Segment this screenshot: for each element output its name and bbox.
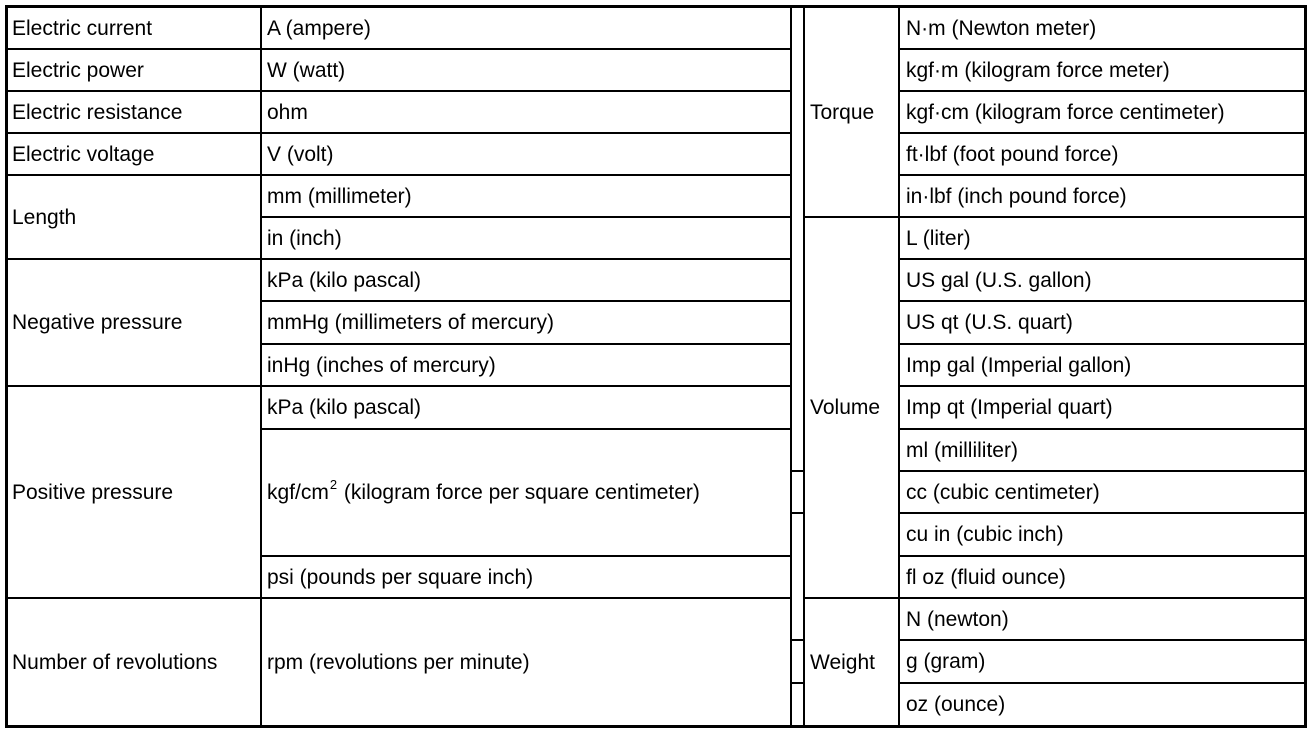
unit-psi: psi (pounds per square inch) [267, 565, 534, 589]
unit-liter: L (liter) [906, 226, 971, 250]
table-border-top [5, 5, 1307, 8]
unit-newton-meter: N·m (Newton meter) [906, 16, 1097, 40]
unit-cubic-inch: cu in (cubic inch) [906, 523, 1064, 546]
quantity-negative-pressure: Negative pressure [12, 311, 183, 334]
quantity-electric-resistance: Electric resistance [12, 100, 183, 124]
quantity-positive-pressure: Positive pressure [12, 480, 174, 504]
quantity-weight: Weight [810, 650, 875, 674]
col-divider [803, 5, 805, 728]
unit-imperial-gallon: Imp gal (Imperial gallon) [906, 353, 1132, 377]
superscript-2: 2 [329, 477, 338, 492]
col-divider [898, 5, 900, 728]
unit-millimeter: mm (millimeter) [267, 184, 412, 208]
unit-kilo-pascal-positive: kPa (kilo pascal) [267, 396, 422, 419]
unit-us-gallon: US gal (U.S. gallon) [906, 268, 1092, 292]
unit-us-quart: US qt (U.S. quart) [906, 311, 1073, 334]
quantity-number-of-revolutions: Number of revolutions [12, 650, 218, 674]
unit-ounce: oz (ounce) [906, 693, 1006, 716]
table-border-bottom [5, 725, 1307, 728]
unit-cubic-centimeter: cc (cubic centimeter) [906, 480, 1100, 504]
unit-rpm: rpm (revolutions per minute) [267, 650, 530, 674]
unit-ampere: A (ampere) [267, 16, 371, 40]
unit-kilo-pascal-negative: kPa (kilo pascal) [267, 268, 422, 292]
quantity-electric-current: Electric current [12, 16, 153, 40]
quantity-electric-power: Electric power [12, 58, 144, 82]
unit-kgf-meter: kgf·m (kilogram force meter) [906, 58, 1170, 82]
unit-mmhg: mmHg (millimeters of mercury) [267, 311, 555, 334]
unit-ohm: ohm [267, 100, 308, 124]
group-divider [803, 597, 1307, 599]
table-border-left [5, 5, 8, 728]
unit-foot-pound-force: ft·lbf (foot pound force) [906, 142, 1119, 166]
quantity-length: Length [12, 205, 77, 229]
unit-fluid-ounce: fl oz (fluid ounce) [906, 565, 1066, 589]
unit-newton: N (newton) [906, 607, 1009, 631]
quantity-electric-voltage: Electric voltage [12, 142, 155, 166]
unit-volt: V (volt) [267, 142, 334, 166]
unit-inch: in (inch) [267, 226, 342, 250]
table-border-right [1304, 5, 1307, 728]
spacer-divider [790, 639, 805, 641]
unit-kgf-per-cm2 [267, 430, 700, 555]
unit-imperial-quart: Imp qt (Imperial quart) [906, 396, 1113, 419]
spacer-divider [790, 682, 805, 684]
col-divider [790, 5, 792, 728]
unit-kgf-per-cm2-base: kgf/cm [267, 481, 329, 504]
unit-kgf-centimeter: kgf·cm (kilogram force centimeter) [906, 100, 1225, 124]
unit-gram: g (gram) [906, 650, 986, 673]
unit-milliliter: ml (milliliter) [906, 438, 1018, 462]
quantity-volume: Volume [810, 396, 881, 419]
spacer-divider [790, 512, 805, 514]
unit-watt: W (watt) [267, 58, 346, 82]
spacer-divider [790, 470, 805, 472]
unit-inch-pound-force: in·lbf (inch pound force) [906, 184, 1127, 208]
unit-kgf-per-cm2-desc: (kilogram force per square centimeter) [338, 481, 700, 504]
unit-inhg: inHg (inches of mercury) [267, 353, 496, 377]
col-divider [260, 5, 262, 728]
quantity-torque: Torque [810, 100, 875, 124]
